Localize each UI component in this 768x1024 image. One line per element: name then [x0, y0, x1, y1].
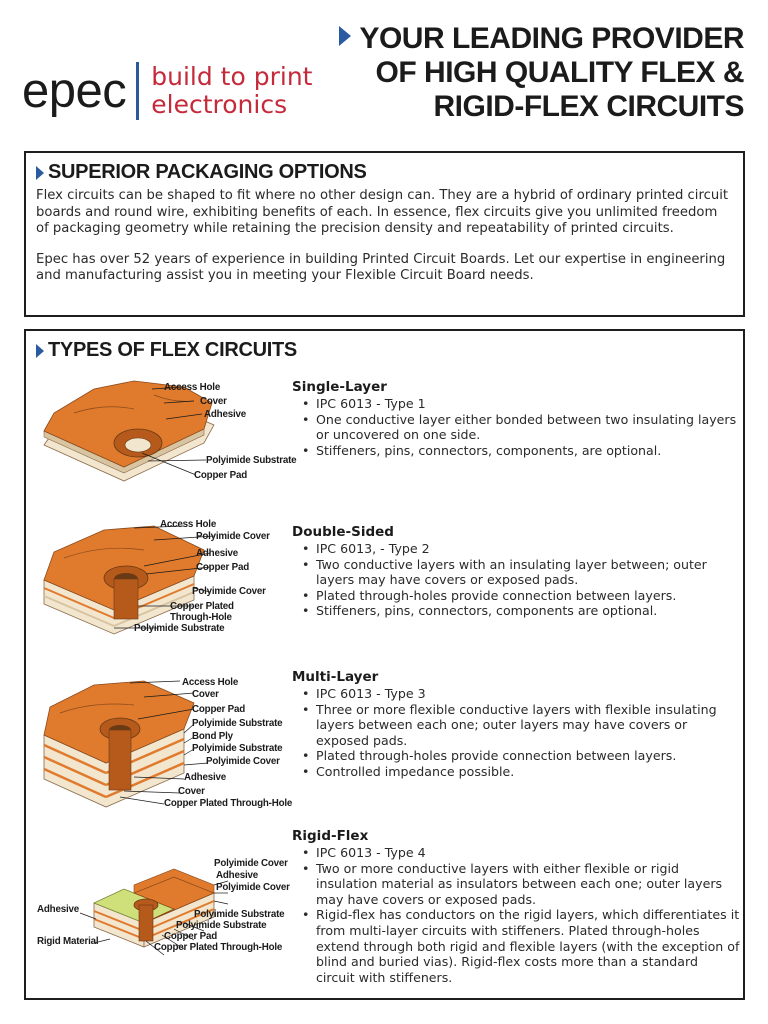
rigid-flex-title: Rigid-Flex	[292, 828, 369, 844]
label-cover: Cover	[192, 689, 219, 700]
list-item: • IPC 6013 - Type 3	[292, 686, 740, 702]
label-adhesive: Adhesive	[196, 548, 238, 559]
headline	[339, 22, 744, 124]
multi-layer-info	[292, 669, 740, 780]
multi-layer-bullets	[292, 686, 740, 780]
label-copper-plated-through-hole: Copper Plated Through-Hole	[154, 942, 283, 953]
list-item: • Controlled impedance possible.	[292, 764, 740, 780]
list-item: • Plated through-holes provide connection between layers.	[292, 588, 740, 604]
epec-logo[interactable]	[22, 60, 312, 122]
label-polyimide-substrate: Polyimide Substrate	[192, 718, 283, 729]
headline-line-2: OF HIGH QUALITY FLEX &	[375, 56, 744, 89]
list-item: • Rigid-flex has conductors on the rigid layers, which differentiates it from multi-layer circuits with stiffeners. Plated through-holes extend through both rigid and flexible layers (with the exception of blind and buried vias). Rigid-flex costs more than a standard circuit with stiffeners.	[292, 907, 740, 985]
label-access-hole: Access Hole	[160, 519, 217, 530]
packaging-section	[24, 151, 745, 317]
single-layer-diagram	[34, 373, 297, 488]
label-copper-pad: Copper Pad	[194, 470, 247, 481]
label-access-hole: Access Hole	[182, 677, 239, 688]
multi-layer-title: Multi-Layer	[292, 669, 379, 685]
double-sided-diagram	[34, 516, 294, 641]
label-copper-pad: Copper Pad	[164, 931, 217, 942]
label-cover: Cover	[200, 396, 227, 407]
arrow-bullet-icon	[36, 166, 44, 180]
label-copper-pad: Copper Pad	[196, 562, 249, 573]
label-adhesive-left: Adhesive	[37, 904, 79, 915]
logo-wordmark: epec	[22, 63, 127, 118]
label-polyimide-cover-2: Polyimide Cover	[216, 882, 290, 893]
arrow-bullet-icon	[36, 344, 44, 358]
double-sided-title: Double-Sided	[292, 524, 394, 540]
double-sided-bullets	[292, 541, 740, 619]
list-item: • IPC 6013, - Type 2	[292, 541, 740, 557]
label-polyimide-cover: Polyimide Cover	[214, 858, 288, 869]
rigid-flex-diagram	[34, 847, 294, 957]
label-polyimide-cover-2: Polyimide Cover	[192, 586, 266, 597]
label-polyimide-cover: Polyimide Cover	[196, 531, 270, 542]
packaging-paragraph-1: Flex circuits can be shaped to fit where no other design can. They are a hybrid of ordinary printed circuit boards and round wire, exhibiting benefits of each. In essence, flex circuits give you unlimited freedom of packaging geometry while retaining the precision density and repeatability of printed circuits.	[36, 188, 729, 236]
label-adhesive: Adhesive	[216, 870, 258, 881]
list-item: • One conductive layer either bonded between two insulating layers or uncovered on one side.	[292, 412, 740, 443]
label-cover-2: Cover	[178, 786, 205, 797]
label-copper-plated: Copper Plated	[170, 601, 234, 612]
double-sided-info	[292, 524, 740, 619]
logo-divider	[136, 62, 139, 120]
list-item: • Stiffeners, pins, connectors, components, are optional.	[292, 443, 740, 459]
headline-line-1: YOUR LEADING PROVIDER	[359, 22, 744, 55]
list-item: • Two or more conductive layers with either flexible or rigid insulation material as insulators between each one; outer layers may have covers or exposed pads.	[292, 861, 740, 908]
label-through-hole: Through-Hole	[170, 612, 232, 623]
list-item: • IPC 6013 - Type 4	[292, 845, 740, 861]
page-header	[0, 0, 768, 148]
types-title: TYPES OF FLEX CIRCUITS	[48, 339, 297, 361]
label-bond-ply: Bond Ply	[192, 731, 233, 742]
label-polyimide-substrate-2: Polyimide Substrate	[192, 743, 283, 754]
label-polyimide-substrate: Polyimide Substrate	[134, 623, 225, 634]
label-rigid-material: Rigid Material	[37, 936, 99, 947]
label-adhesive: Adhesive	[184, 772, 226, 783]
multi-layer-diagram	[34, 673, 294, 813]
rigid-flex-info	[292, 828, 740, 985]
logo-tagline	[151, 63, 312, 119]
arrow-bullet-icon	[339, 26, 351, 46]
list-item: • IPC 6013 - Type 1	[292, 396, 740, 412]
list-item: • Plated through-holes provide connection between layers.	[292, 748, 740, 764]
tagline-line-2: electronics	[151, 90, 288, 119]
label-polyimide-cover: Polyimide Cover	[206, 756, 280, 767]
single-layer-bullets	[292, 396, 740, 458]
label-polyimide-substrate: Polyimide Substrate	[206, 455, 297, 466]
single-layer-info	[292, 379, 740, 458]
headline-line-3: RIGID-FLEX CIRCUITS	[433, 90, 744, 123]
single-layer-title: Single-Layer	[292, 379, 387, 395]
list-item: • Stiffeners, pins, connectors, components are optional.	[292, 603, 740, 619]
rigid-flex-bullets	[292, 845, 740, 985]
label-polyimide-substrate-2: Polyimide Substrate	[176, 920, 267, 931]
tagline-line-1: build to print	[151, 62, 313, 91]
list-item: • Two conductive layers with an insulating layer between; outer layers may have covers or exposed pads.	[292, 557, 740, 588]
flex-types-section	[24, 329, 745, 1000]
label-adhesive: Adhesive	[204, 409, 246, 420]
label-polyimide-substrate: Polyimide Substrate	[194, 909, 285, 920]
label-copper-pad: Copper Pad	[192, 704, 245, 715]
list-item: • Three or more flexible conductive layers with flexible insulating layers between each one; outer layers may have covers or exposed pads.	[292, 702, 740, 749]
label-access-hole: Access Hole	[164, 382, 221, 393]
packaging-paragraph-2: Epec has over 52 years of experience in building Printed Circuit Boards. Let our expertise in engineering and manufacturing assist you in meeting your Flexible Circuit Board needs.	[36, 251, 726, 283]
label-copper-plated-through-hole: Copper Plated Through-Hole	[164, 798, 293, 809]
packaging-title: SUPERIOR PACKAGING OPTIONS	[48, 161, 367, 183]
